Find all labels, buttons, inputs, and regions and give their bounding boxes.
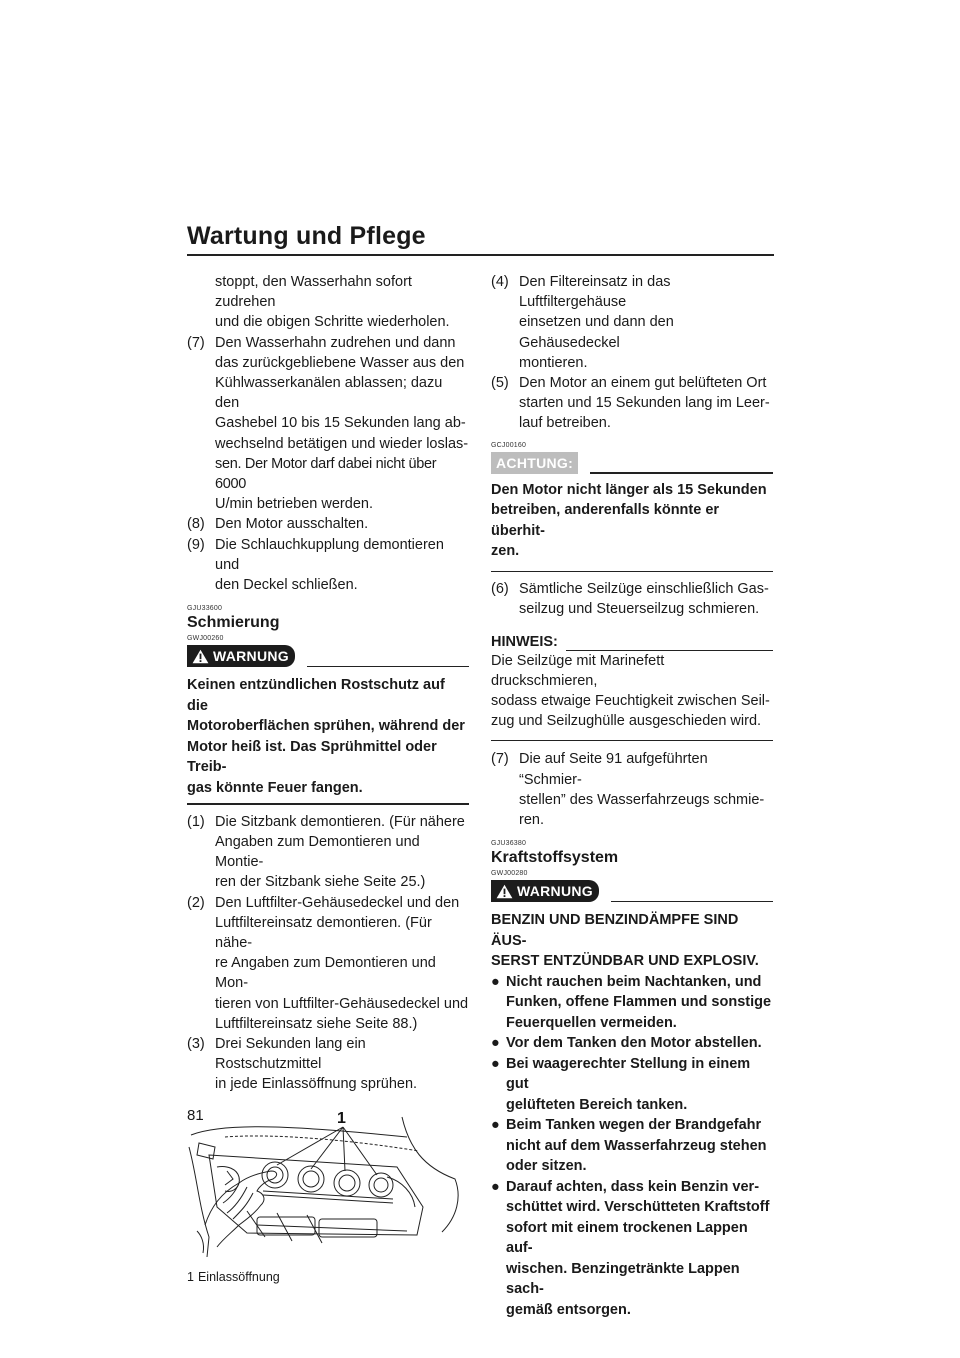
step-line: den Deckel schließen. bbox=[215, 577, 358, 594]
caution-badge: ACHTUNG: bbox=[491, 452, 578, 474]
step-line: wechselnd betätigen und wieder loslas- bbox=[215, 435, 469, 452]
continued-line: stoppt, den Wasserhahn sofort zudrehen bbox=[215, 274, 412, 311]
caution-end-rule bbox=[491, 571, 773, 573]
warning-text bbox=[187, 675, 469, 798]
step-line: Den Motor an einem gut belüfteten Ort bbox=[519, 375, 767, 392]
warning-bullet bbox=[491, 1115, 773, 1177]
bullet-line: schüttet wird. Verschütteten Kraftstoff bbox=[506, 1199, 770, 1216]
note-line: zug und Seilzughülle ausgeschieden wird. bbox=[491, 713, 762, 730]
step-6 bbox=[491, 579, 773, 619]
caution-line: betreiben, anderenfalls könnte er überhit- bbox=[491, 502, 720, 539]
step-3 bbox=[187, 1034, 469, 1095]
step-line: ren der Sitzbank siehe Seite 25.) bbox=[215, 874, 426, 891]
step-line: Drei Sekunden lang ein Rostschutzmittel bbox=[215, 1035, 366, 1073]
bullet-line: Funken, offene Flammen und sonstige bbox=[506, 994, 772, 1011]
caption-text: Einlassöffnung bbox=[197, 1269, 280, 1284]
step-number: (8) bbox=[187, 516, 205, 533]
step-number: (4) bbox=[491, 274, 509, 290]
step-1 bbox=[187, 812, 469, 893]
warning-bullet bbox=[491, 1054, 773, 1116]
section-title: Schmierung bbox=[187, 614, 280, 632]
step-line: tieren von Luftfilter-Gehäusedeckel und bbox=[215, 995, 469, 1012]
bullet-line: wischen. Benzingetränkte Lappen sach- bbox=[506, 1260, 740, 1298]
step-5 bbox=[491, 373, 773, 434]
warning-bullet bbox=[491, 972, 773, 1034]
step-line: Die Schlauchkupplung demontieren und bbox=[215, 536, 444, 573]
step-line: starten und 15 Sekunden lang im Leer- bbox=[519, 395, 770, 412]
warning-bullet bbox=[491, 1177, 773, 1321]
caution-code: GCJ00160 bbox=[491, 441, 527, 449]
step-line: montieren. bbox=[519, 354, 588, 371]
warning-line: Motor heiß ist. Das Sprühmittel oder Treib- bbox=[187, 738, 437, 776]
warning-code: GWJ00280 bbox=[491, 870, 528, 878]
step-line: seilzug und Steuerseilzug schmieren. bbox=[519, 601, 760, 618]
warning-rule bbox=[611, 901, 773, 903]
bullet-line: oder sitzen. bbox=[506, 1158, 587, 1175]
note-end-rule bbox=[491, 740, 773, 741]
step-line: Luftfiltereinsatz siehe Seite 88.) bbox=[215, 1015, 418, 1032]
step-line: Gashebel 10 bis 15 Sekunden lang ab- bbox=[215, 415, 466, 432]
step-line: lauf betreiben. bbox=[519, 415, 611, 432]
warning-rule bbox=[307, 666, 469, 668]
warning-badge bbox=[491, 880, 599, 902]
step-line: Den Filtereinsatz in das Luftfiltergehäuse bbox=[519, 274, 671, 311]
bullet-line: gemäß entsorgen. bbox=[506, 1301, 631, 1318]
figure-caption bbox=[187, 1267, 469, 1287]
step-line: ren. bbox=[519, 811, 544, 828]
step-line: stellen” des Wasserfahrzeugs schmie- bbox=[519, 791, 765, 808]
step-line: Sämtliche Seilzüge einschließlich Gas- bbox=[519, 581, 769, 598]
warning-label: WARNUNG bbox=[517, 883, 593, 900]
warning-triangle-icon bbox=[192, 649, 209, 664]
step-line: Kühlwasserkanälen ablassen; dazu den bbox=[215, 375, 443, 412]
intake-figure bbox=[187, 1107, 469, 1263]
bullet-line: Nicht rauchen beim Nachtanken, und bbox=[506, 973, 762, 990]
caution-line: Den Motor nicht länger als 15 Sekunden bbox=[491, 481, 767, 498]
note-header bbox=[491, 634, 773, 651]
bullet-line: Bei waagerechter Stellung in einem gut bbox=[506, 1055, 751, 1093]
bullet-icon: ● bbox=[491, 1035, 500, 1052]
note-line: sodass etwaige Feuchtigkeit zwischen Seil- bbox=[491, 692, 770, 709]
step-4 bbox=[491, 272, 773, 373]
warning-code: GWJ00260 bbox=[187, 635, 224, 643]
bullet-icon: ● bbox=[491, 1055, 500, 1072]
step-number: (3) bbox=[187, 1035, 205, 1052]
page-number: 81 bbox=[187, 1107, 204, 1124]
step-number: (5) bbox=[491, 375, 509, 392]
step-line: re Angaben zum Demontieren und Mon- bbox=[215, 955, 436, 992]
step-7b bbox=[491, 749, 773, 830]
warning-line: gas könnte Feuer fangen. bbox=[187, 779, 363, 796]
step-number: (1) bbox=[187, 813, 205, 830]
warning-text bbox=[491, 910, 773, 972]
step-number: (2) bbox=[187, 894, 205, 911]
header-rule bbox=[187, 254, 774, 256]
left-column bbox=[187, 272, 469, 1287]
bullet-icon: ● bbox=[491, 1178, 500, 1195]
warning-line: BENZIN UND BENZINDÄMPFE SIND ÄUS- bbox=[491, 912, 739, 949]
note-text bbox=[491, 651, 773, 732]
caption-number: 1 bbox=[187, 1269, 194, 1284]
warning-bullets bbox=[491, 972, 773, 1321]
caution-header bbox=[491, 452, 773, 474]
step-line: Angaben zum Demontieren und Montie- bbox=[215, 833, 420, 871]
bullet-icon: ● bbox=[491, 973, 500, 990]
step-line: Die Sitzbank demontieren. (Für nähere bbox=[215, 813, 465, 830]
warning-badge bbox=[187, 645, 295, 667]
note-line: Die Seilzüge mit Marinefett druckschmieren, bbox=[491, 652, 665, 689]
bullet-line: nicht auf dem Wasserfahrzeug stehen bbox=[506, 1137, 767, 1154]
figure-callout-number: 1 bbox=[337, 1109, 346, 1127]
step-number: (7) bbox=[491, 751, 509, 768]
caution-rule bbox=[590, 472, 773, 474]
bullet-line: Darauf achten, dass kein Benzin ver- bbox=[506, 1178, 760, 1195]
step-7 bbox=[187, 333, 469, 515]
step-9 bbox=[187, 535, 469, 596]
warning-line: Motoroberflächen sprühen, während der bbox=[187, 718, 465, 735]
warning-label: WARNUNG bbox=[213, 648, 289, 665]
warning-line: SERST ENTZÜNDBAR UND EXPLOSIV. bbox=[491, 953, 759, 970]
caution-text bbox=[491, 480, 773, 562]
step-line: einsetzen und dann den Gehäusedeckel bbox=[519, 314, 674, 351]
page-title: Wartung und Pflege bbox=[187, 222, 426, 250]
step-line: das zurückgebliebene Wasser aus den bbox=[215, 354, 465, 371]
step-number: (9) bbox=[187, 536, 205, 553]
step-line: U/min betrieben werden. bbox=[215, 496, 373, 513]
bullet-line: Beim Tanken wegen der Brandgefahr bbox=[506, 1117, 762, 1134]
step-line: Luftfiltereinsatz demontieren. (Für nähe- bbox=[215, 914, 432, 951]
warning-header bbox=[187, 645, 469, 667]
step-line: in jede Einlassöffnung sprühen. bbox=[215, 1076, 418, 1093]
engine-illustration bbox=[187, 1107, 469, 1263]
note-label: HINWEIS: bbox=[491, 633, 558, 650]
step-line: Den Wasserhahn zudrehen und dann bbox=[215, 334, 456, 351]
right-column bbox=[491, 272, 773, 1320]
step-number: (7) bbox=[187, 334, 205, 351]
bullet-icon: ● bbox=[491, 1117, 500, 1134]
step-line: Den Luftfilter-Gehäusedeckel und den bbox=[215, 894, 460, 911]
section-code: GJU36380 bbox=[491, 840, 527, 848]
step-2 bbox=[187, 893, 469, 1034]
step-number: (6) bbox=[491, 581, 509, 598]
bullet-line: sofort mit einem trockenen Lappen auf- bbox=[506, 1219, 748, 1257]
step-8 bbox=[187, 514, 469, 534]
continued-line: und die obigen Schritte wiederholen. bbox=[215, 314, 450, 331]
step-line: sen. Der Motor darf dabei nicht über 6000 bbox=[215, 455, 437, 493]
bullet-line: gelüfteten Bereich tanken. bbox=[506, 1096, 688, 1113]
bullet-line: Vor dem Tanken den Motor abstellen. bbox=[506, 1035, 762, 1052]
warning-end-rule bbox=[187, 803, 469, 805]
section-title: Kraftstoffsystem bbox=[491, 849, 619, 867]
warning-line: Keinen entzündlichen Rostschutz auf die bbox=[187, 677, 445, 714]
warning-bullet bbox=[491, 1033, 773, 1054]
bullet-line: Feuerquellen vermeiden. bbox=[506, 1014, 677, 1031]
step-line: Die auf Seite 91 aufgeführten “Schmier- bbox=[519, 751, 708, 788]
warning-header bbox=[491, 880, 773, 902]
section-code: GJU33600 bbox=[187, 605, 223, 613]
warning-triangle-icon bbox=[496, 884, 513, 899]
caution-line: zen. bbox=[491, 543, 520, 560]
step-line: Den Motor ausschalten. bbox=[215, 516, 369, 533]
